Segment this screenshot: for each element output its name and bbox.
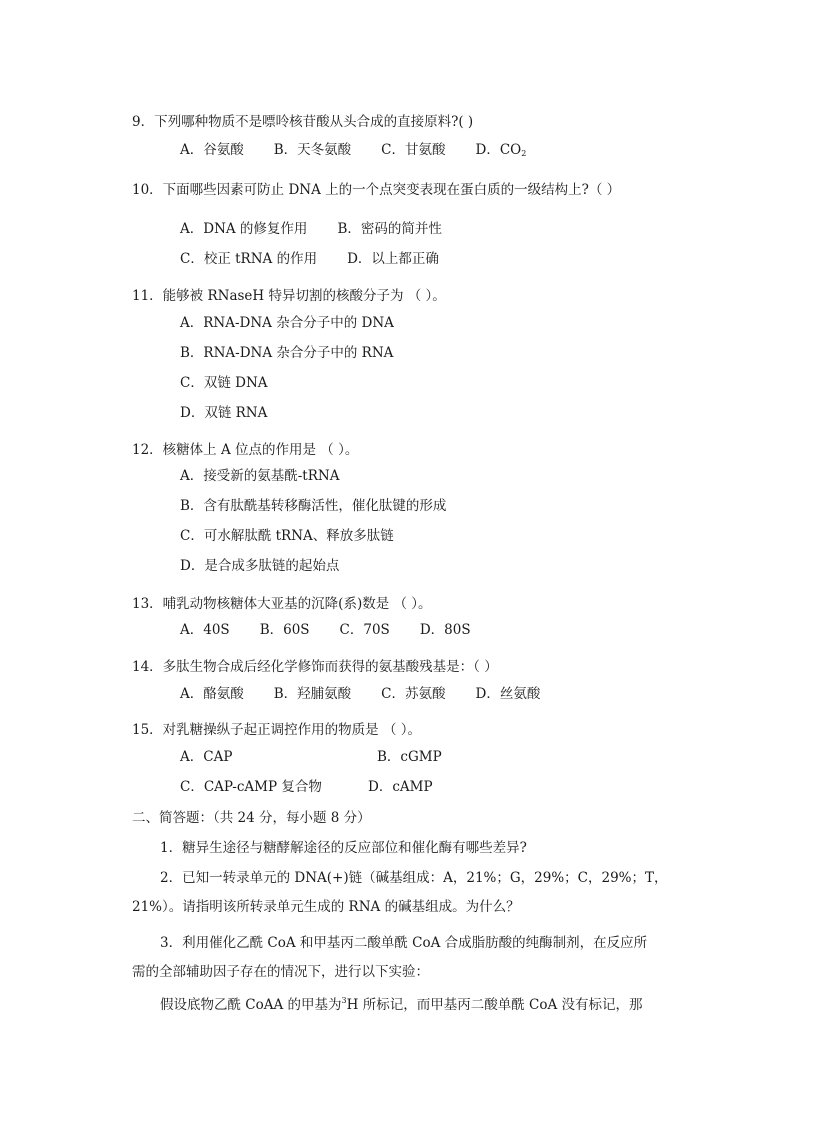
question-12-option-d: D．是合成多肽链的起始点 bbox=[180, 558, 340, 574]
option-b: B．cGMP bbox=[377, 749, 442, 765]
short-answer-1: 1．糖异生途径与糖酵解途径的反应部位和催化酶有哪些差异? bbox=[160, 840, 527, 856]
option-d: D．80S bbox=[419, 622, 471, 638]
option-a: A．40S bbox=[180, 622, 230, 638]
question-11-option-a: A．RNA-DNA 杂合分子中的 DNA bbox=[180, 315, 394, 331]
question-10-stem: 10．下面哪些因素可防止 DNA 上的一个点突变表现在蛋白质的一级结构上?（ ） bbox=[132, 182, 621, 198]
option-b: B．60S bbox=[259, 622, 310, 638]
question-11-stem: 11．能够被 RNaseH 特异切割的核酸分子为 （ ）。 bbox=[132, 288, 446, 304]
question-15-options-row1 bbox=[180, 747, 442, 767]
short-answer-2-line1: 2．已知一转录单元的 DNA(+)链（碱基组成：A，21%；G，29%；C，29%；T， bbox=[160, 870, 668, 886]
option-a: A．DNA 的修复作用 bbox=[180, 221, 308, 237]
superscript: 3 bbox=[341, 996, 347, 1005]
question-15-stem: 15．对乳糖操纵子起正调控作用的物质是 （ ）。 bbox=[132, 722, 422, 738]
question-9-options bbox=[180, 140, 526, 164]
question-11-option-c: C．双链 DNA bbox=[180, 375, 268, 391]
short-answer-3-line1: 3．利用催化乙酰 CoA 和甲基丙二酸单酰 CoA 合成脂肪酸的纯酶制剂，在反应所 bbox=[160, 935, 648, 951]
option-c: C．甘氨酸 bbox=[381, 142, 446, 158]
option-d: D．丝氨酸 bbox=[475, 686, 541, 702]
question-12-option-b: B．含有肽酰基转移酶活性，催化肽键的形成 bbox=[180, 498, 447, 514]
option-a: A．酪氨酸 bbox=[180, 686, 244, 702]
text-before-superscript: 假设底物乙酰 CoAA 的甲基为 bbox=[160, 997, 342, 1013]
option-d: D．CO bbox=[475, 142, 522, 158]
option-c: C．CAP-cAMP 复合物 bbox=[180, 779, 322, 795]
question-15-options-row2 bbox=[180, 777, 433, 797]
option-d: D．cAMP bbox=[368, 779, 433, 795]
option-c: C．校正 tRNA 的作用 bbox=[180, 251, 318, 267]
question-12-option-c: C．可水解肽酰 tRNA、释放多肽链 bbox=[180, 528, 394, 544]
option-c: C．苏氨酸 bbox=[381, 686, 446, 702]
short-answer-2-line2: 21%）。请指明该所转录单元生成的 RNA 的碱基组成。为什么？ bbox=[132, 899, 520, 915]
subscript: 2 bbox=[521, 149, 527, 158]
question-11-option-d: D．双链 RNA bbox=[180, 405, 268, 421]
short-answer-3-line3 bbox=[160, 991, 643, 1015]
question-13-stem: 13．哺乳动物核糖体大亚基的沉降(系)数是 （ ）。 bbox=[132, 596, 432, 612]
question-14-options bbox=[180, 684, 540, 704]
question-13-options bbox=[180, 620, 471, 640]
section-title: 二、简答题：（共 24 分，每小题 8 分） bbox=[132, 810, 371, 826]
option-b: B．天冬氨酸 bbox=[273, 142, 352, 158]
question-12-stem: 12．核糖体上 A 位点的作用是 （ ）。 bbox=[132, 442, 359, 458]
option-b: B．羟脯氨酸 bbox=[273, 686, 352, 702]
question-10-options-row1 bbox=[180, 219, 442, 239]
option-b: B．密码的简并性 bbox=[337, 221, 442, 237]
option-a: A．CAP bbox=[180, 749, 233, 765]
text-after-superscript: H 所标记，而甲基丙二酸单酰 CoA 没有标记，那 bbox=[346, 997, 643, 1013]
question-9-stem: 9．下列哪种物质不是嘌呤核苷酸从头合成的直接原料?( ) bbox=[132, 114, 474, 130]
option-a: A．谷氨酸 bbox=[180, 142, 244, 158]
question-12-option-a: A．接受新的氨基酰-tRNA bbox=[180, 468, 340, 484]
question-11-option-b: B．RNA-DNA 杂合分子中的 RNA bbox=[180, 345, 394, 361]
question-14-stem: 14．多肽生物合成后经化学修饰而获得的氨基酸残基是：（ ） bbox=[132, 659, 498, 675]
option-d: D．以上都正确 bbox=[347, 251, 439, 267]
question-10-options-row2 bbox=[180, 249, 439, 269]
option-c: C．70S bbox=[339, 622, 390, 638]
short-answer-3-line2: 需的全部辅助因子存在的情况下，进行以下实验： bbox=[132, 964, 429, 980]
